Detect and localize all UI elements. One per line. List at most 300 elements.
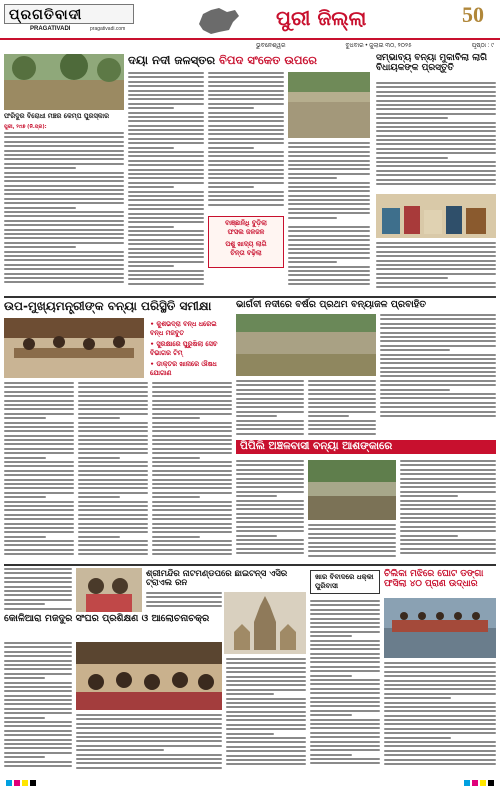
text-line [288, 274, 370, 276]
bhargavi-text-a [236, 380, 304, 438]
text-line [400, 460, 496, 462]
text-line [400, 469, 496, 471]
text-line [376, 170, 496, 172]
text-line [78, 404, 148, 406]
text-line [376, 179, 496, 181]
text-line [4, 514, 74, 516]
text-line [4, 664, 72, 666]
deputy-bullet-3: • ଡାକ୍ତର ଖାନାରେ ଔଷଧ ଯୋଗାଣ [150, 360, 217, 378]
text-line [4, 725, 72, 727]
text-line [208, 125, 284, 127]
text-line [308, 406, 376, 408]
text-line [310, 675, 352, 677]
text-line [310, 613, 380, 615]
text-line [78, 544, 148, 546]
text-line [288, 199, 370, 201]
bhargavi-text-b [308, 380, 376, 438]
text-line [380, 411, 496, 413]
text-line [288, 279, 370, 281]
text-line [4, 572, 72, 574]
top-left-headline: ଫରିଦୁର ବିରୋଧୀ ମଞ୍ଚର କେମ୍ପ ପୁରସ୍କାର [4, 112, 110, 120]
text-line [4, 439, 74, 441]
text-line [128, 221, 204, 223]
text-line [128, 256, 204, 258]
text-line [400, 500, 496, 502]
bottom-left-photo [76, 568, 142, 612]
text-line [4, 608, 72, 610]
srimandir-text-a [146, 592, 222, 612]
text-line [128, 94, 204, 96]
text-line [152, 395, 232, 397]
text-line [128, 217, 204, 219]
flood-photo-left [4, 54, 124, 110]
text-line [380, 354, 496, 356]
text-line [152, 430, 232, 432]
text-line [226, 658, 306, 660]
text-line [208, 195, 284, 197]
text-line [310, 719, 380, 721]
text-line [4, 207, 76, 209]
pipili-headline: ପିପିଲି ଅଞ୍ଚଳବାସୀ ବନ୍ୟା ଆଶଙ୍କାରେ [236, 440, 496, 454]
deputy-bullets [150, 320, 232, 381]
text-line [78, 413, 148, 415]
text-line [78, 479, 148, 481]
text-line [152, 457, 200, 459]
text-line [288, 208, 370, 210]
text-line [376, 130, 496, 132]
deputy-text-col1 [4, 382, 74, 562]
text-line [4, 400, 74, 402]
text-line [4, 264, 124, 266]
text-line [152, 461, 232, 463]
text-line [4, 408, 74, 410]
text-line [380, 332, 496, 334]
text-line [400, 478, 496, 480]
text-line [78, 382, 148, 384]
text-line [128, 274, 204, 276]
text-line [236, 420, 304, 422]
text-line [380, 362, 496, 364]
text-line [128, 199, 204, 201]
text-line [384, 715, 496, 717]
text-line [4, 193, 124, 195]
text-line [146, 596, 222, 598]
text-line [152, 553, 232, 555]
text-line [376, 100, 496, 102]
text-line [152, 509, 232, 511]
text-line [380, 358, 496, 360]
daya-box-line2: ଫସଲ ଜଳଜଳ [227, 228, 265, 236]
text-line [4, 215, 124, 217]
deputy-bullet-1: • କୁଶଭଦ୍ରା ବନ୍ଧ ଧରେଇ ବନ୍ଧ ମଜବୁତ [150, 320, 217, 338]
text-line [4, 251, 124, 253]
text-line [4, 505, 74, 507]
mla-meeting-photo [376, 194, 496, 238]
text-line [4, 273, 124, 275]
text-line [76, 736, 222, 738]
text-line [78, 527, 148, 529]
chilika-headline: ଚିଲିକା ମଝିରେ ଘୋଟ ଡଙ୍ଗା ଫସିଲା ୪୦ ପ୍ରାଣ ଉଦ୍ଧାର [384, 569, 484, 589]
bottom-left-text [4, 568, 72, 612]
text-line [152, 382, 232, 384]
text-line [208, 116, 284, 118]
text-line [310, 657, 380, 659]
text-line [380, 397, 496, 399]
small-box-text [310, 600, 380, 770]
text-line [152, 496, 200, 498]
text-line [4, 229, 124, 231]
text-line [128, 252, 204, 254]
text-line [76, 754, 222, 756]
text-line [380, 336, 496, 338]
text-line [400, 464, 496, 466]
text-line [400, 513, 496, 515]
text-line [128, 85, 204, 87]
text-line [4, 417, 46, 419]
daya-river-photo [288, 72, 370, 138]
text-line [288, 239, 370, 241]
text-line [310, 762, 380, 764]
text-line [76, 723, 222, 725]
byline: ପୁରୀ, ୨୯ା୭ (ନି.ପ୍ର): [4, 124, 47, 130]
text-line [376, 286, 496, 288]
text-line [310, 736, 380, 738]
text-line [288, 142, 370, 144]
text-line [226, 750, 306, 752]
text-line [128, 283, 204, 285]
masthead [0, 0, 500, 40]
text-line [236, 526, 304, 528]
text-line [78, 426, 148, 428]
text-line [208, 112, 284, 114]
text-line [226, 698, 306, 700]
text-line [384, 702, 496, 704]
text-line [152, 514, 232, 516]
text-line [236, 433, 304, 435]
text-line [226, 741, 306, 743]
text-line [226, 719, 306, 721]
dateline-page: ପୃଷ୍ଠା : ୯ [471, 42, 494, 49]
text-line [236, 415, 277, 417]
top-left-text [4, 124, 124, 292]
text-line [400, 473, 496, 475]
text-line [376, 95, 496, 97]
text-line [288, 270, 370, 272]
text-line [4, 668, 72, 670]
text-line [236, 389, 304, 391]
text-line [4, 651, 72, 653]
text-line [4, 492, 74, 494]
text-line [128, 204, 204, 206]
text-line [208, 138, 284, 140]
text-line [4, 202, 124, 204]
text-line [308, 433, 376, 435]
text-line [376, 104, 496, 106]
text-line [78, 430, 148, 432]
text-line [4, 277, 124, 279]
right-text-2 [376, 242, 496, 292]
text-line [226, 715, 306, 717]
text-line [4, 154, 124, 156]
text-line [4, 527, 74, 529]
text-line [78, 457, 120, 459]
text-line [146, 601, 222, 603]
text-line [310, 648, 380, 650]
text-line [4, 673, 72, 675]
text-line [236, 473, 304, 475]
text-line [308, 380, 376, 382]
text-line [400, 548, 496, 550]
text-line [236, 500, 304, 502]
text-line [308, 524, 396, 526]
text-line [208, 107, 254, 109]
text-line [376, 91, 496, 93]
text-line [4, 646, 72, 648]
text-line [4, 246, 76, 248]
text-line [4, 386, 74, 388]
text-line [236, 424, 304, 426]
text-line [308, 546, 396, 548]
text-line [4, 233, 124, 235]
text-line [152, 540, 232, 542]
text-line [288, 217, 337, 219]
bhargavi-river-photo [236, 314, 376, 376]
text-line [376, 126, 496, 128]
daya-box [208, 216, 284, 268]
text-line [226, 662, 306, 664]
text-line [128, 98, 204, 100]
text-line [152, 417, 200, 419]
text-line [128, 164, 204, 166]
text-line [384, 759, 496, 761]
text-line [380, 384, 496, 386]
text-line [4, 150, 124, 152]
text-line [4, 581, 72, 583]
kalitsabha-text-a [4, 642, 72, 772]
text-line [380, 349, 450, 351]
text-line [4, 603, 45, 605]
text-line [236, 402, 304, 404]
text-line [308, 420, 376, 422]
text-line [226, 684, 306, 686]
text-line [4, 761, 72, 763]
text-line [288, 164, 370, 166]
text-line [152, 527, 232, 529]
text-line [208, 90, 284, 92]
text-line [380, 371, 496, 373]
text-line [128, 133, 204, 135]
dateline [250, 40, 500, 52]
text-line [4, 479, 74, 481]
text-line [4, 185, 124, 187]
text-line [208, 173, 284, 175]
text-line [4, 536, 46, 538]
text-line [4, 568, 72, 570]
text-line [4, 540, 74, 542]
text-line [76, 745, 222, 747]
text-line [380, 406, 496, 408]
text-line [208, 98, 284, 100]
text-line [78, 400, 148, 402]
text-line [310, 701, 380, 703]
text-line [78, 496, 120, 498]
text-line [384, 732, 496, 734]
text-line [4, 747, 72, 749]
text-line [226, 759, 306, 761]
pipili-text-b [400, 460, 496, 560]
text-line [310, 622, 380, 624]
text-line [4, 268, 124, 270]
daya-box-line3: ପଶୁ ଖାଦ୍ୟ ଲାଗି [225, 240, 267, 248]
text-line [4, 426, 74, 428]
text-line [376, 139, 496, 141]
text-line [152, 492, 232, 494]
text-line [288, 182, 370, 184]
text-line [152, 408, 232, 410]
text-line [400, 486, 496, 488]
text-line [4, 457, 46, 459]
divider-2 [4, 564, 496, 566]
text-line [78, 523, 148, 525]
text-line [4, 435, 74, 437]
text-line [4, 404, 74, 406]
text-line [310, 710, 380, 712]
text-line [236, 508, 304, 510]
text-line [128, 81, 204, 83]
text-line [78, 509, 148, 511]
srimandir-text-b [226, 658, 306, 772]
text-line [376, 251, 496, 253]
chilika-rescue-photo [384, 598, 496, 658]
text-line [4, 743, 72, 745]
text-line [4, 141, 124, 143]
text-line [400, 539, 496, 541]
text-line [236, 495, 277, 497]
text-line [152, 483, 232, 485]
text-line [76, 727, 222, 729]
text-line [152, 443, 232, 445]
text-line [376, 143, 496, 145]
text-line [400, 495, 458, 497]
text-line [152, 474, 232, 476]
text-line [376, 277, 448, 279]
text-line [288, 155, 370, 157]
text-line [380, 340, 496, 342]
text-line [288, 186, 370, 188]
text-line [4, 682, 72, 684]
anniversary-number: 50 [462, 2, 484, 27]
text-line [376, 108, 496, 110]
text-line [376, 148, 496, 150]
dateline-city: ଭୁବନେଶ୍ୱର [256, 42, 286, 49]
text-line [4, 523, 74, 525]
text-line [128, 129, 204, 131]
text-line [78, 514, 148, 516]
text-line [4, 422, 74, 424]
bhargavi-headline: ଭାର୍ଗବୀ ନଦୀରେ ବର୍ଷର ପ୍ରଥମ ବନ୍ୟାଜଳ ପ୍ରବାହିତ [236, 299, 427, 310]
text-line [376, 82, 496, 84]
text-line [384, 741, 496, 743]
text-line [4, 452, 74, 454]
text-line [78, 549, 148, 551]
text-line [310, 741, 380, 743]
text-line [380, 393, 496, 395]
text-line [4, 590, 72, 592]
text-line [384, 750, 496, 752]
text-line [152, 470, 232, 472]
text-line [128, 239, 204, 241]
text-line [208, 186, 254, 188]
text-line [376, 242, 496, 244]
text-line [78, 391, 148, 393]
text-line [288, 190, 370, 192]
text-line [152, 518, 232, 520]
text-line [78, 417, 120, 419]
text-line [4, 443, 74, 445]
text-line [384, 688, 496, 690]
text-line [152, 487, 232, 489]
text-line [236, 393, 304, 395]
text-line [226, 737, 306, 739]
text-line [208, 160, 284, 162]
text-line [4, 259, 124, 261]
text-line [152, 448, 232, 450]
text-line [76, 767, 222, 769]
text-line [308, 428, 376, 430]
text-line [128, 213, 204, 215]
text-line [4, 686, 72, 688]
daya-text-col1 [128, 72, 204, 292]
text-line [128, 147, 174, 149]
daya-headline-b: ବିପଦ ସଂକେତ ଉପରେ [219, 53, 317, 67]
text-line [310, 714, 352, 716]
text-line [76, 762, 222, 764]
text-line [4, 599, 72, 601]
text-line [376, 161, 496, 163]
text-line [236, 513, 304, 515]
text-line [400, 504, 496, 506]
text-line [310, 688, 380, 690]
text-line [208, 199, 284, 201]
text-line [376, 260, 496, 262]
text-line [226, 724, 306, 726]
text-line [288, 226, 370, 228]
text-line [288, 248, 370, 250]
text-line [288, 252, 370, 254]
text-line [236, 380, 304, 382]
text-line [384, 737, 451, 739]
text-line [380, 367, 496, 369]
text-line [310, 723, 380, 725]
text-line [236, 535, 277, 537]
text-line [76, 758, 222, 760]
text-line [226, 763, 306, 765]
text-line [288, 257, 370, 259]
text-line [236, 406, 304, 408]
text-line [288, 212, 370, 214]
text-line [128, 116, 204, 118]
text-line [400, 552, 496, 554]
text-line [152, 452, 232, 454]
text-line [310, 679, 380, 681]
text-line [152, 439, 232, 441]
text-line [128, 177, 204, 179]
text-line [236, 469, 304, 471]
text-line [4, 765, 72, 767]
text-line [4, 176, 124, 178]
text-line [78, 470, 148, 472]
text-line [4, 752, 72, 754]
